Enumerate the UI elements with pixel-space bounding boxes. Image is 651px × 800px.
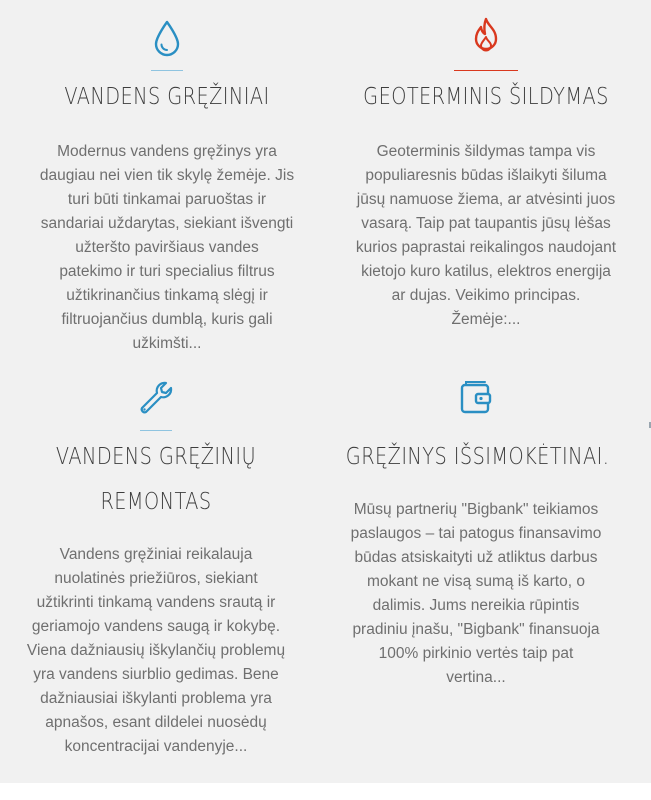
card-title: GRĘŽINYS IŠSIMOKĖTINAI.	[345, 444, 610, 470]
title-divider	[454, 70, 518, 71]
card-description: Modernus vandens gręžinys yra daugiau nei vien tik skylę žemėje. Jis turi būti tinkamai paruoštas ir sandariai uždarytas, siekiant išvengti užteršto paviršiaus vandes patekimo ir turi specialius filtrus užtikrinančius tinkamą slėgį ir filtruojančius dumblą, kuris gali užkimšti...	[39, 143, 295, 352]
card-title: VANDENS GRĘŽINIAI	[64, 84, 270, 110]
card-description: Geoterminis šildymas tampa vis populiaresnis būdas išlaikyti šiluma jūsų namuose žiema, ar atvėsinti juos vasarą. Taip pat taupantis jūsų lėšas kurios paprastai reikalingos naudojant kietojo kuro katilus, elektros energija ar dujas. Veikimo principas. Žemėje:...	[355, 143, 617, 328]
service-card-well-repair[interactable]	[0, 370, 312, 780]
wrench-icon	[136, 378, 176, 418]
water-drop-icon	[147, 18, 187, 58]
fire-icon	[466, 16, 506, 56]
card-description: Vandens gręžiniai reikalauja nuolatinės priežiūros, siekiant užtikrinti tinkamą vandens srautą ir geriamojo vandens saugą ir kokybę. Viena dažniausių iškylančių problemų yra vandens siurblio gedimas. Bene dažniausiai iškylanti problema yra apnašos, esant dildelei nuosėdų koncentracijai vandenyje...	[26, 546, 286, 755]
card-title-line-2: REMONTAS	[100, 489, 212, 515]
service-card-water-drilling[interactable]	[0, 0, 334, 370]
service-card-geothermal[interactable]	[321, 0, 651, 370]
card-title-line-1: VANDENS GRĘŽINIŲ	[55, 444, 257, 470]
title-divider	[140, 430, 172, 431]
title-divider	[151, 70, 183, 71]
card-description: Mūsų partnerių "Bigbank" teikiamos paslaugos – tai patogus finansavimo būdas atsiskaityti už atliktus darbus mokant ne visą sumą iš karto, o dalimis. Jums nereikia rūpintis pradiniu įnašu, "Bigbank" finansuoja 100% pirkinio vertės taip pat vertina...	[350, 501, 602, 686]
service-card-installments[interactable]	[321, 370, 631, 780]
wallet-icon	[456, 378, 496, 418]
card-title: GEOTERMINIS ŠILDYMAS	[363, 84, 609, 110]
